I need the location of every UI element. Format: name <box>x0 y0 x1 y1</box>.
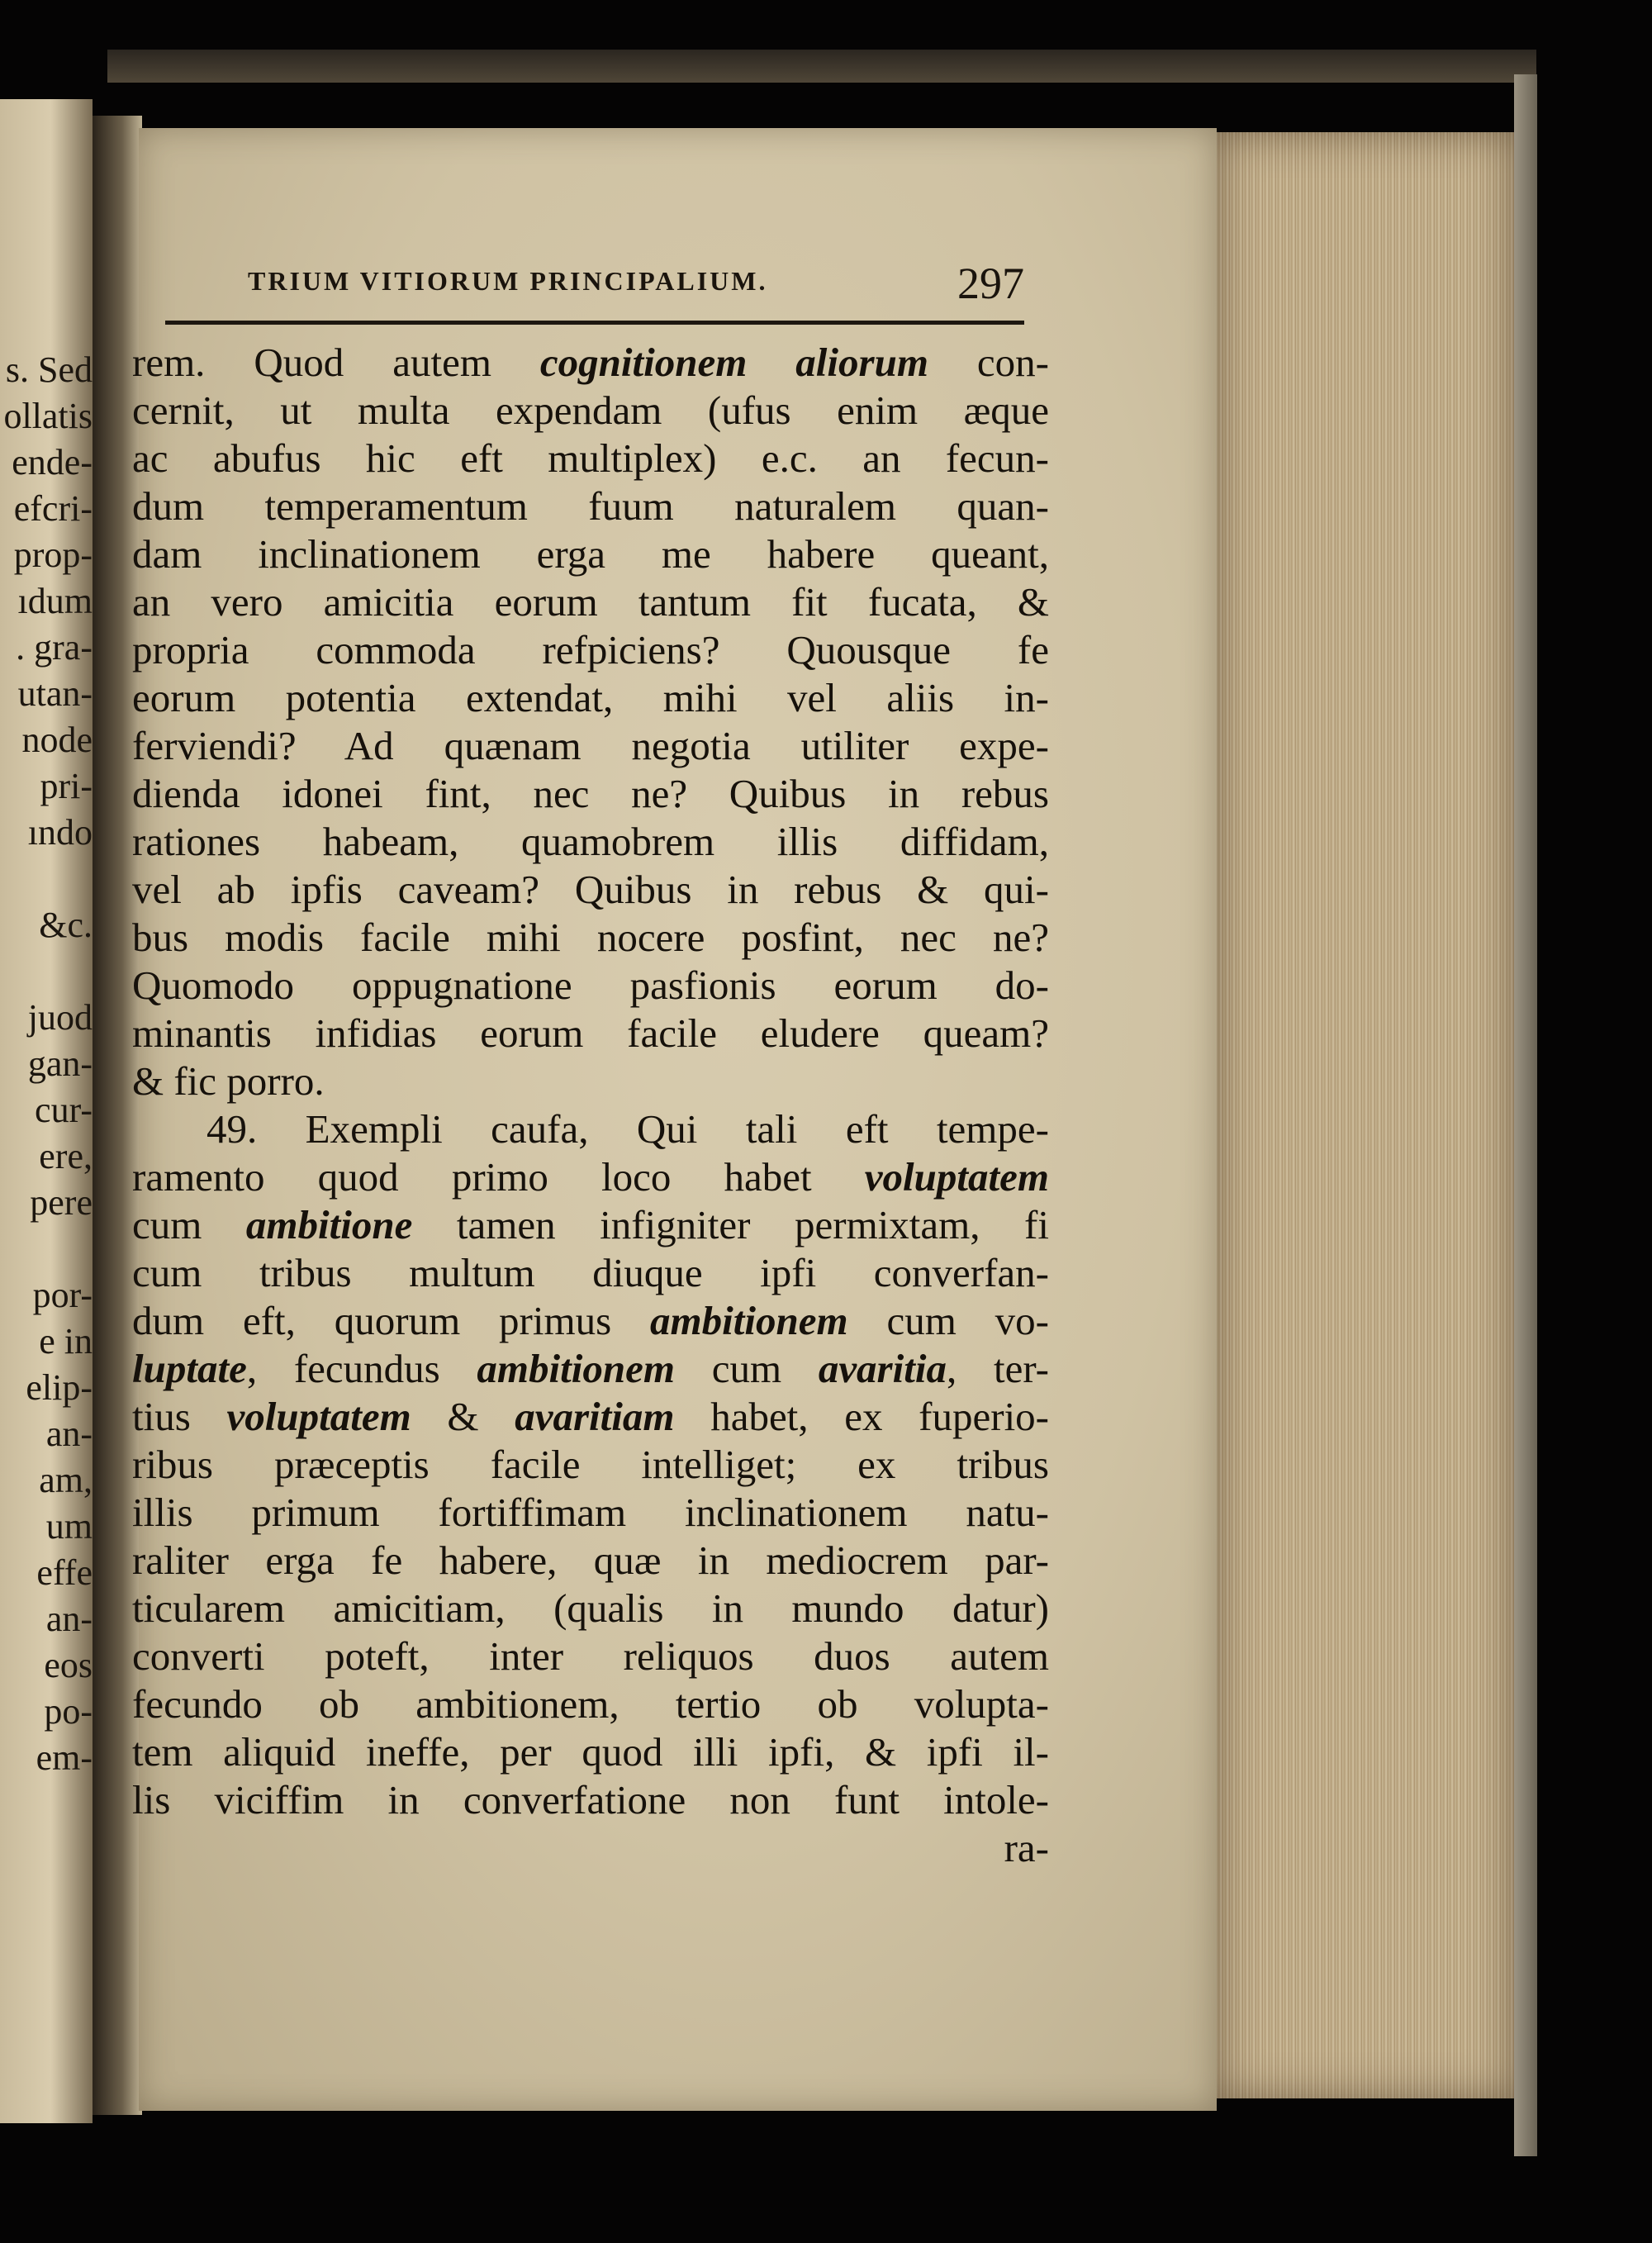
text-segment: & <box>411 1394 515 1439</box>
text-segment: minantis infidias eorum facile eludere queam? <box>132 1010 1049 1056</box>
text-segment: raliter erga fe habere, quæ in mediocrem par- <box>132 1537 1049 1583</box>
left-page-fragment: ollatis <box>3 396 93 436</box>
text-segment: lis viciffim in converfatione non funt intole- <box>132 1777 1049 1822</box>
page-fore-edge <box>1217 132 1514 2098</box>
text-segment: ribus præceptis facile intelliget; ex tribus <box>132 1442 1049 1487</box>
running-head-title: TRIUM VITIORUM PRINCIPALIUM. <box>248 266 768 296</box>
text-segment: cum <box>675 1346 819 1391</box>
text-line <box>132 1297 1049 1345</box>
left-page-fragment: node <box>21 720 93 760</box>
text-line <box>132 722 1049 770</box>
left-page-fragment <box>3 1226 93 1272</box>
running-head <box>248 259 1024 312</box>
left-page-fragment: ındo <box>27 812 93 853</box>
left-page-fragment <box>3 856 93 902</box>
left-page-fragment: por- <box>32 1275 93 1315</box>
text-line <box>132 866 1049 914</box>
header-rule <box>165 321 1024 325</box>
text-line <box>132 962 1049 1010</box>
text-segment: converti poteft, inter reliquos duos autem <box>132 1633 1049 1679</box>
left-page-fragment <box>3 948 93 995</box>
left-page-fragment: um <box>45 1506 93 1547</box>
text-segment: fecundo ob ambitionem, tertio ob volupta- <box>132 1681 1049 1727</box>
left-page-fragment: am, <box>39 1460 93 1500</box>
left-page-fragment: gan- <box>27 1043 93 1084</box>
left-page-fragment: po- <box>44 1691 93 1732</box>
left-page-fragment: ere, <box>39 1136 93 1176</box>
text-segment: vel ab ipfis caveam? Quibus in rebus & qui- <box>132 867 1049 912</box>
left-page-fragment: &c. <box>39 905 93 945</box>
text-segment: cum <box>132 1202 246 1247</box>
text-line <box>132 1345 1049 1393</box>
text-line <box>132 914 1049 962</box>
text-line <box>132 1393 1049 1441</box>
book-cover-edge <box>1514 74 1537 2156</box>
text-line <box>132 1201 1049 1249</box>
text-line <box>132 435 1049 482</box>
left-page-fragment: cur- <box>35 1090 93 1130</box>
text-segment: ticularem amicitiam, (qualis in mundo datur) <box>132 1585 1049 1631</box>
text-line <box>132 1585 1049 1632</box>
left-page-fragment: eos <box>44 1645 93 1685</box>
text-line <box>132 578 1049 626</box>
text-segment: ac abufus hic eft multiplex) e.c. an fecun- <box>132 435 1049 481</box>
left-page-fragment: . gra- <box>16 627 93 668</box>
text-segment: & fic porro. <box>132 1058 325 1104</box>
body-text <box>132 339 1049 1872</box>
left-page-fragment: efcri- <box>13 488 93 529</box>
text-line <box>132 1249 1049 1297</box>
left-page-fragment: e in <box>39 1321 93 1361</box>
text-line <box>132 1441 1049 1489</box>
left-page-fragment: ıdum <box>17 581 93 621</box>
text-line <box>132 482 1049 530</box>
text-segment: dum eft, quorum primus <box>132 1298 651 1343</box>
text-line <box>132 818 1049 866</box>
text-segment: dum temperamentum fuum naturalem quan- <box>132 483 1049 529</box>
italic-phrase: avaritia <box>818 1346 947 1391</box>
text-line <box>132 339 1049 387</box>
book-cover-top <box>107 50 1536 83</box>
text-segment: tius <box>132 1394 227 1439</box>
italic-phrase: luptate <box>132 1346 247 1391</box>
text-segment: , fecundus <box>246 1346 477 1391</box>
text-segment: eorum potentia extendat, mihi vel aliis in- <box>132 675 1049 720</box>
text-segment: cum vo- <box>847 1298 1049 1343</box>
text-segment: ferviendi? Ad quænam negotia utiliter expe- <box>132 723 1049 768</box>
left-page-text-fragments <box>3 347 93 1781</box>
text-segment: , ter- <box>946 1346 1049 1391</box>
text-segment: ramento quod primo loco habet <box>132 1154 865 1200</box>
left-page-fragment: effe <box>36 1552 93 1593</box>
text-line <box>132 1776 1049 1824</box>
text-segment: rationes habeam, quamobrem illis diffidam, <box>132 819 1049 864</box>
text-segment: tem aliquid ineffe, per quod illi ipfi, & ipfi il- <box>132 1729 1049 1775</box>
text-line <box>132 1105 1049 1153</box>
text-segment: habet, ex fuperio- <box>674 1394 1049 1439</box>
italic-phrase: ambitione <box>245 1202 413 1247</box>
text-line <box>132 1057 1049 1105</box>
left-page-fragment: an- <box>45 1599 93 1639</box>
text-segment: rem. Quod autem <box>132 340 540 385</box>
left-page-fragment: utan- <box>17 673 93 714</box>
italic-phrase: voluptatem <box>226 1394 411 1439</box>
text-segment: cum tribus multum diuque ipfi converfan- <box>132 1250 1049 1295</box>
left-page-fragment: juod <box>27 997 93 1038</box>
text-segment: dienda idonei fint, nec ne? Quibus in rebus <box>132 771 1049 816</box>
text-line <box>132 1680 1049 1728</box>
text-segment: dam inclinationem erga me habere queant, <box>132 531 1049 577</box>
text-segment: bus modis facile mihi nocere posfint, nec ne? <box>132 915 1049 960</box>
left-page-fragment: s. Sed <box>5 349 93 390</box>
text-segment: tamen infigniter permixtam, fi <box>412 1202 1049 1247</box>
left-page-fragment: an- <box>45 1414 93 1454</box>
italic-phrase: voluptatem <box>864 1154 1049 1200</box>
text-line <box>132 1537 1049 1585</box>
text-line <box>132 1489 1049 1537</box>
text-line <box>132 674 1049 722</box>
italic-phrase: cognitionem aliorum <box>539 340 928 385</box>
text-line <box>132 1153 1049 1201</box>
left-page-fragment: em- <box>36 1737 93 1778</box>
text-line <box>132 1728 1049 1776</box>
left-page-fragment: elip- <box>26 1367 93 1408</box>
text-line <box>132 1632 1049 1680</box>
left-page-edge <box>0 99 93 2123</box>
text-line <box>132 626 1049 674</box>
italic-phrase: ambitionem <box>477 1346 675 1391</box>
catchword: ra- <box>1004 1825 1049 1870</box>
left-page-fragment: ende- <box>12 442 93 482</box>
text-line <box>132 387 1049 435</box>
left-page-fragment: pere <box>30 1182 93 1223</box>
text-segment: con- <box>928 340 1049 385</box>
text-segment: cernit, ut multa expendam (ufus enim æque <box>132 387 1049 433</box>
text-segment: propria commoda refpiciens? Quousque fe <box>132 627 1049 672</box>
text-line <box>132 1010 1049 1057</box>
left-page-fragment: prop- <box>13 535 93 575</box>
text-segment: 49. Exempli caufa, Qui tali eft tempe- <box>206 1106 1049 1152</box>
text-line <box>132 530 1049 578</box>
page-number: 297 <box>957 259 1024 308</box>
text-segment: illis primum fortiffimam inclinationem natu- <box>132 1490 1049 1535</box>
left-page-fragment: pri- <box>40 766 93 806</box>
text-segment: an vero amicitia eorum tantum fit fucata, & <box>132 579 1049 625</box>
text-line <box>132 770 1049 818</box>
italic-phrase: avaritiam <box>515 1394 675 1439</box>
text-segment: Quomodo oppugnatione pasfionis eorum do- <box>132 962 1049 1008</box>
italic-phrase: ambitionem <box>650 1298 848 1343</box>
